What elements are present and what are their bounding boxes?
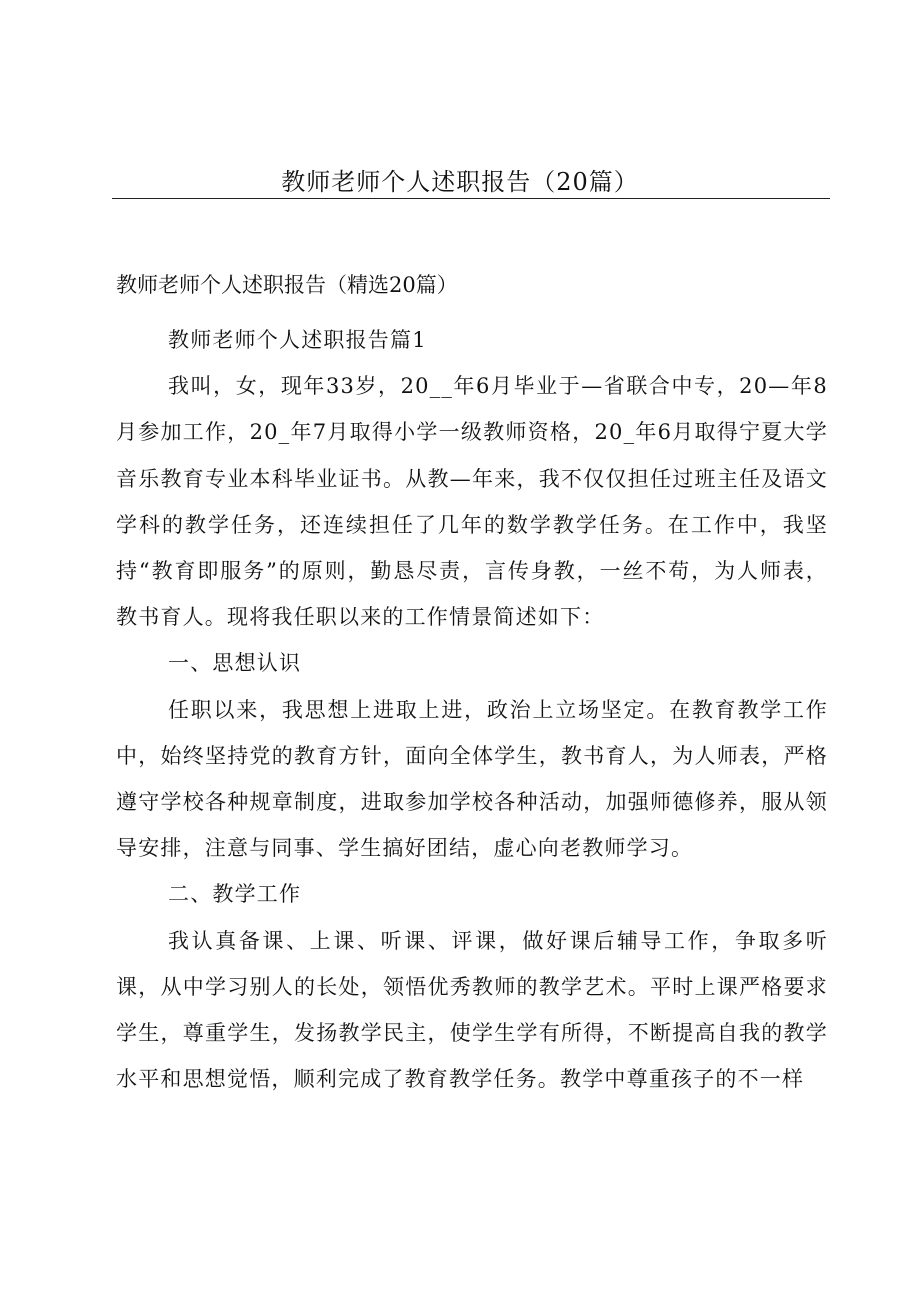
title-divider bbox=[112, 198, 830, 199]
section-heading: 一、思想认识 bbox=[168, 651, 302, 676]
body-paragraph: 任职以来，我思想上进取上进，政治上立场坚定。在教育教学工作中，始终坚持党的教育方针，面向全体学生，教书育人，为人师表，严格遵守学校各种规章制度，进取参加学校各种活动，加强师德修养，服从领导安排，注意与同事、学生搞好团结，虚心向老教师学习。 bbox=[116, 697, 828, 861]
section-heading: 二、教学工作 bbox=[168, 882, 302, 907]
section-heading: 教师老师个人述职报告篇1 bbox=[168, 328, 427, 352]
body-paragraph: 我认真备课、上课、听课、评课，做好课后辅导工作，争取多听课，从中学习别人的长处，领悟优秀教师的教学艺术。平时上课严格要求学生，尊重学生，发扬教学民主，使学生学有所得，不断提高自我的教学水平和思想觉悟，顺利完成了教育教学任务。教学中尊重孩子的不一样 bbox=[116, 928, 828, 1092]
document-title: 教师老师个人述职报告（20篇） bbox=[281, 168, 639, 196]
body-paragraph: 我叫，女，现年33岁，20__年6月毕业于—省联合中专，20—年8月参加工作，20_年7月取得小学一级教师资格，20_年6月取得宁夏大学音乐教育专业本科毕业证书。从教—年来，我不仅仅担任过班主任及语文学科的教学任务，还连续担任了几年的数学教学任务。在工作中，我坚持“教育即服务”的原则，勤恳尽责，言传身教，一丝不苟，为人师表，教书育人。现将我任职以来的工作情景简述如下： bbox=[116, 374, 828, 630]
document-body bbox=[116, 317, 828, 1102]
document-subtitle: 教师老师个人述职报告（精选20篇） bbox=[116, 273, 458, 297]
